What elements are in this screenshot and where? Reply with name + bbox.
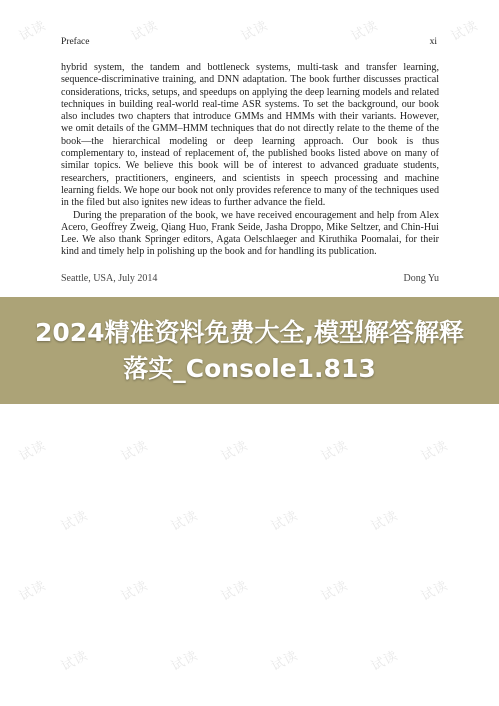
watermark: 试读 <box>129 18 161 45</box>
watermark: 试读 <box>219 578 251 605</box>
running-head-title: Preface <box>61 37 90 47</box>
watermark: 试读 <box>269 508 301 535</box>
watermark: 试读 <box>59 648 91 675</box>
watermark: 试读 <box>17 578 49 605</box>
watermark: 试读 <box>169 648 201 675</box>
signoff-author: Dong Yu <box>403 273 439 284</box>
watermark: 试读 <box>17 18 49 45</box>
watermark: 试读 <box>17 438 49 465</box>
watermark: 试读 <box>319 578 351 605</box>
watermark: 试读 <box>419 578 451 605</box>
running-head <box>61 37 437 47</box>
body-text <box>61 62 439 259</box>
watermark: 试读 <box>119 438 151 465</box>
watermark: 试读 <box>269 648 301 675</box>
watermark: 试读 <box>319 438 351 465</box>
watermark: 试读 <box>119 578 151 605</box>
watermark: 试读 <box>169 508 201 535</box>
overlay-banner <box>0 297 499 404</box>
watermark: 试读 <box>239 18 271 45</box>
watermark: 试读 <box>349 18 381 45</box>
watermark: 试读 <box>369 648 401 675</box>
signoff <box>61 273 439 284</box>
signoff-place-date: Seattle, USA, July 2014 <box>61 273 158 284</box>
banner-title: 2024精准资料免费大全,模型解答解释落实_Console1.813 <box>34 317 465 383</box>
paragraph: During the preparation of the book, we have received encouragement and help from Alex Acero, Geoffrey Zweig, Qiang Huo, Frank Seide, Jasha Droppo, Mike Seltzer, and Chin-Hui Lee. We also thank Springer editors, Agata Oelschlaeger and Kiruthika Poomalai, for their kind and timely help in polishing up the book and for handling its publication. <box>61 209 439 258</box>
paragraph: hybrid system, the tandem and bottleneck systems, multi-task and transfer learning, sequence-discriminative training, and DNN adaptation. The book further discusses practical considerations, tricks, setups, and speedups on applying the deep learning models and related techniques in building real-world real-time ASR systems. To set the background, our book also includes two chapters that introduce GMMs and HMMs with their variants. However, we omit details of the GMM–HMM techniques that do not directly relate to the theme of the book—the hierarchical modeling or deep learning approach. Our book is thus complementary to, instead of replacement of, the published books listed above on many of similar topics. We believe this book will be of interest to advanced graduate students, researchers, practitioners, engineers, and scientists in speech processing and machine learning fields. We hope our book not only provides reference to many of the techniques used in the filed but also ignites new ideas to further advance the field. <box>61 62 439 209</box>
page-number: xi <box>429 37 437 47</box>
watermark: 试读 <box>219 438 251 465</box>
watermark: 试读 <box>369 508 401 535</box>
watermark: 试读 <box>419 438 451 465</box>
watermark: 试读 <box>449 18 481 45</box>
watermark: 试读 <box>59 508 91 535</box>
